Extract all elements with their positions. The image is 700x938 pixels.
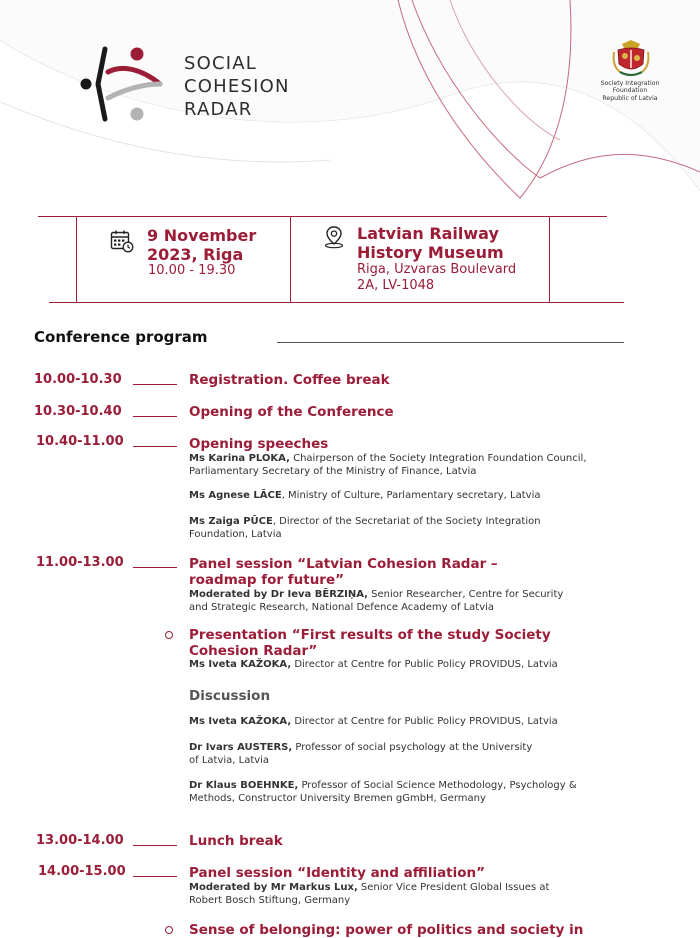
speaker-role: , Ministry of Culture, Parlamentary secretary, Latvia	[281, 490, 541, 501]
time-connector-3	[133, 446, 177, 447]
speaker-role-cont: of Latvia, Latvia	[189, 755, 270, 766]
event-date-line-1: 9 November	[147, 226, 257, 245]
speaker-name: Dr Klaus BOEHNKE,	[189, 780, 299, 791]
event-time: 10.00 - 19.30	[148, 263, 236, 278]
info-bottom-rule	[49, 302, 624, 303]
address-line-1: Riga, Uzvaras Boulevard	[357, 262, 517, 277]
speaker-name: Dr Ivars AUSTERS,	[189, 742, 293, 753]
address-line-2: 2A, LV-1048	[357, 278, 435, 293]
time-slot-2: 10.30-10.40	[34, 404, 122, 419]
logo-line-1: SOCIAL	[184, 53, 258, 74]
time-slot-4: 11.00-13.00	[36, 555, 124, 570]
speaker-name: Ms Iveta KAŽOKA,	[189, 659, 292, 670]
speaker-role: Chairperson of the Society Integration Foundation Council,	[289, 453, 587, 464]
foundation-line-3: Republic of Latvia	[602, 94, 658, 102]
speaker-entry	[189, 658, 558, 671]
time-connector-4	[133, 567, 177, 568]
info-divider-middle	[290, 216, 291, 302]
info-top-rule	[38, 216, 607, 217]
item-title-7: Sense of belonging: power of politics and society in	[189, 922, 584, 938]
time-slot-1: 10.00-10.30	[34, 372, 122, 387]
time-connector-2	[133, 416, 177, 417]
moderator-entry	[189, 881, 549, 907]
item-title-2: Opening of the Conference	[189, 404, 394, 420]
coat-of-arms-icon	[612, 38, 650, 78]
venue-line-1: Latvian Railway	[357, 224, 499, 243]
speaker-role: Professor of Social Science Methodology, Psychology &	[298, 780, 577, 791]
speaker-entry	[189, 715, 558, 728]
time-connector-5	[133, 845, 177, 846]
program-heading: Conference program	[34, 328, 208, 346]
item-title-4-line-1: Panel session “Latvian Cohesion Radar –	[189, 556, 498, 572]
foundation-line-2: Foundation	[612, 87, 648, 95]
item-title-1: Registration. Coffee break	[189, 372, 390, 388]
item-title-3: Opening speeches	[189, 436, 329, 452]
speaker-role: , Director of the Secretariat of the Society Integration	[272, 516, 541, 527]
presentation-title-line-2: Cohesion Radar”	[189, 643, 318, 659]
speaker-name: Ms Iveta KAŽOKA,	[189, 716, 292, 727]
moderator-name: Moderated by Dr Ieva BĒRZIŅA,	[189, 589, 368, 600]
logo-wordmark	[184, 52, 290, 121]
moderator-name: Moderated by Mr Markus Lux,	[189, 882, 358, 893]
speaker-role-cont: Methods, Constructor University Bremen gGmbH, Germany	[189, 793, 486, 804]
calendar-clock-icon	[110, 229, 134, 253]
speaker-name: Ms Agnese LĀCE	[189, 490, 282, 501]
speaker-entry	[189, 741, 532, 767]
speaker-role-cont: Foundation, Latvia	[189, 529, 282, 540]
location-pin-icon	[322, 225, 346, 249]
item-title-4-line-2: roadmap for future”	[189, 572, 344, 588]
venue-line-2: History Museum	[357, 243, 504, 262]
venue-name	[357, 224, 504, 262]
foundation-caption	[590, 80, 670, 102]
time-connector-6	[133, 876, 177, 877]
item-title-5: Lunch break	[189, 833, 283, 849]
speaker-role: Director at Centre for Public Policy PROVIDUS, Latvia	[291, 716, 558, 727]
time-slot-3: 10.40-11.00	[36, 434, 124, 449]
speaker-entry	[189, 515, 541, 541]
moderator-role-cont: and Strategic Research, National Defence Academy of Latvia	[189, 602, 495, 613]
speaker-role: Director at Centre for Public Policy PROVIDUS, Latvia	[291, 659, 558, 670]
logo-line-3: RADAR	[184, 99, 253, 120]
speaker-entry	[189, 452, 587, 478]
moderator-role-cont: Robert Bosch Stiftung, Germany	[189, 895, 351, 906]
logo-line-2: COHESION	[184, 76, 290, 97]
moderator-role: Senior Vice President Global Issues at	[357, 882, 550, 893]
item-title-6: Panel session “Identity and affiliation”	[189, 865, 486, 881]
discussion-heading: Discussion	[189, 688, 271, 704]
time-slot-6: 14.00-15.00	[38, 864, 126, 879]
info-divider-left	[76, 216, 77, 302]
item-title-4	[189, 556, 498, 588]
presentation-title	[189, 627, 551, 659]
bullet-circle-icon	[165, 631, 173, 639]
speaker-name: Ms Karina PLOKA,	[189, 453, 290, 464]
presentation-title-line-1: Presentation “First results of the study Society	[189, 627, 551, 643]
radar-logo-icon	[78, 46, 164, 124]
speaker-entry	[189, 779, 577, 805]
speaker-role: Professor of social psychology at the University	[292, 742, 533, 753]
time-connector-1	[133, 384, 177, 385]
moderator-entry	[189, 588, 563, 614]
venue-address	[357, 262, 516, 294]
moderator-role: Senior Researcher, Centre for Security	[367, 589, 564, 600]
time-slot-5: 13.00-14.00	[36, 833, 124, 848]
speaker-entry	[189, 489, 540, 502]
event-date	[147, 226, 256, 264]
speaker-name: Ms Zaiga PŪCE	[189, 516, 273, 527]
foundation-line-1: Society Integration	[600, 80, 660, 87]
event-date-line-2: 2023, Riga	[147, 245, 244, 264]
speaker-role-cont: Parliamentary Secretary of the Ministry of Finance, Latvia	[189, 466, 477, 477]
program-heading-rule	[277, 342, 624, 343]
info-divider-right	[549, 216, 550, 302]
